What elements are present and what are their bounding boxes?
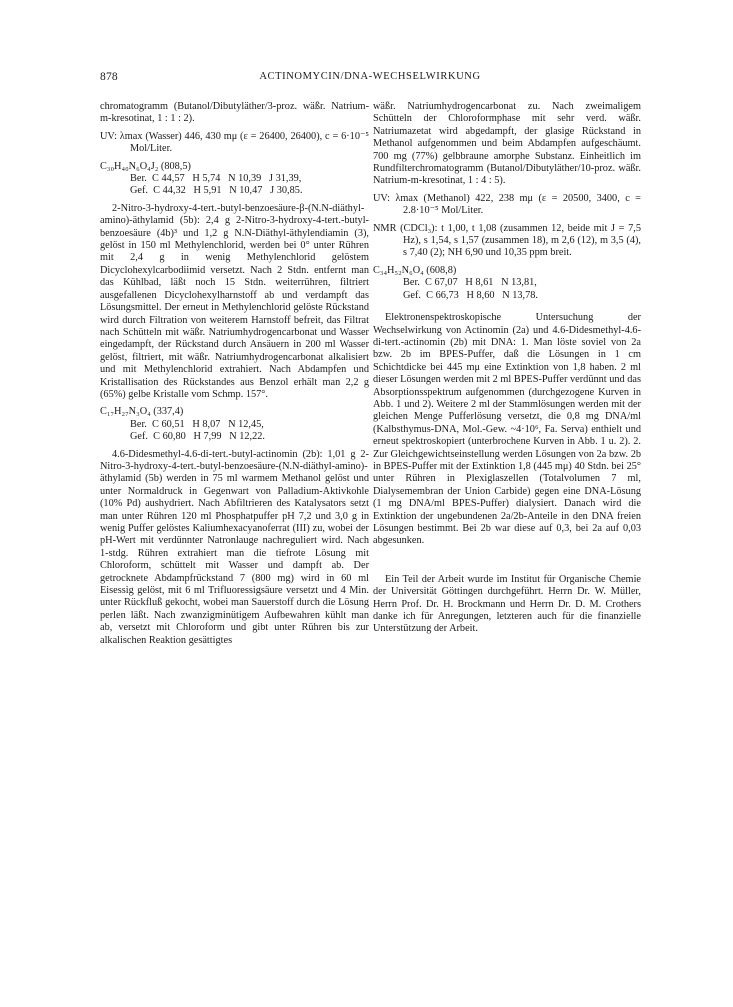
uv-data-methanol: UV: λmax (Methanol) 422, 238 mμ (ε = 20500, 3400, c = 2.8·10⁻⁵ Mol/Liter. bbox=[373, 192, 641, 217]
analysis-found-3: Gef. C 66,73 H 8,60 N 13,78. bbox=[403, 289, 538, 301]
analysis-found-2: Gef. C 60,80 H 7,99 N 12,22. bbox=[130, 431, 265, 443]
nmr-data: NMR (CDCl₃): t 1,00, t 1,08 (zusammen 12, beide mit J = 7,5 Hz), s 1,54, s 1,57 (zusammen 18), m 2,6 (12), m 3,5 (4), s 7,40 (2); NH 6,90 und 10,35 ppm breit. bbox=[373, 222, 641, 259]
running-title: ACTINOMYCIN/DNA-WECHSELWIRKUNG bbox=[259, 71, 481, 82]
uv-data: UV: λmax (Wasser) 446, 430 mμ (ε = 26400, 26400), c = 6·10⁻⁵ Mol/Liter. bbox=[100, 130, 369, 155]
left-column bbox=[100, 101, 369, 647]
paragraph-chromatogram: chromatogramm (Butanol/Dibutyläther/3-proz. wäßr. Natrium-m-kresotinat, 1 : 1 : 2). bbox=[100, 101, 369, 125]
paragraph-workup: wäßr. Natriumhydrogencarbonat zu. Nach zweimaligem Schütteln der Chloroformphase mit sehr verd. wäßr. Natriumazetat wird abgedampft, der glasige Rückstand in Methanol aufgenommen und beim Abdampfen aufgeschäumt. 700 mg (77%) gelbbraune amorphe Substanz. Einheitlich im Rundfilterchromatogramm (Butanol/Dibutyläther/10-proz. wäßr. Natrium-m-kresotinat, 1 : 4 : 5). bbox=[373, 101, 641, 187]
paragraph-synthesis-2b: 4.6-Didesmethyl-4.6-di-tert.-butyl-actinomin (2b): 1,01 g 2-Nitro-3-hydroxy-4-tert.-butyl-benzoesäure-(N.N-diäthyl-amino)-äthylamid (5b) werden in 75 ml warmem Methanol gelöst und unter Normaldruck in Gegenwart von Palladium-Aktivkohle (10% Pd) aushydriert. Nach Abfiltrieren des Katalysators setzt man unter Rühren 120 ml Phosphatpuffer pH 7,2 und 3,0 g in wenig Puffer gelöstes Kaliumhexacyanoferrat (III) zu, wobei der pH-Wert mit verdünnter Natronlauge nachreguliert wird. Nach 1-stdg. Rühren extrahiert man die tiefrote Lösung mit Chloroform, schüttelt mit Wasser und dampft ab. Der getrocknete Abdampfrückstand 7 (800 mg) wird in 60 ml Eisessig gelöst, mit 6 ml Trifluoressigsäure versetzt und 4 Min. unter Rückfluß gekocht, wobei man Sauerstoff durch die Lösung perlen läßt. Nach zwanzigminütigem Aufbewahren kühlt man ab, versetzt mit Chloroform und gibt unter Rühren bis zur alkalischen Reaktion gesättigtes bbox=[100, 448, 369, 646]
formula-2: C₁₇H₂₇N₃O₄ (337,4) bbox=[100, 406, 184, 418]
right-column bbox=[373, 101, 641, 636]
paragraph-spectroscopy: Elektronenspektroskopische Untersuchung der Wechselwirkung von Actinomin (2a) und 4.6-Didesmethyl-4.6-di-tert.-actinomin (2b) mit DNA: 1. Man löste soviel von 2a bzw. 2b im BPES-Puffer, daß die Lösungen in 1 cm Schichtdicke bei 445 mμ eine Extinktion von 1,8 haben. 2 ml dieser Lösungen werden mit 2 ml BPES-Puffer verdünnt und das Absorptionsspektrum aufgenommen (durchgezogene Kurven in Abb. 1 und 2). Weitere 2 ml der Stammlösungen werden mit der gleichen Menge Pufferlösung versetzt, die 0,8 mg DNA/ml (Kalbsthymus-DNA, Mol.-Gew. ~4·10⁶, Fa. Serva) enthielt und erneut spektroskopiert (unterbrochene Kurven in Abb. 1 u. 2). 2. Zur Gleichgewichtseinstellung werden Lösungen von 2a bzw. 2b in BPES-Puffer mit der Extinktion 1,8 (445 mμ) 40 Stdn. bei 25° unter Rühren in Plexiglaszellen (Totalvolumen 7 ml, Dialysemembran der Union Carbide) gegen eine DNA-Lösung (1 mg DNA/ml BPES-Puffer) dialysiert. Danach wird die Extinktion der ungebundenen 2a/2b-Anteile in den DNA freien Lösungen bestimmt. Bei 2b war diese auf 0,3, bei 2a auf 0,03 abgesunken. bbox=[373, 312, 641, 547]
formula-1: C₃₀H₄₀N₆O₄J₂ (808,5) bbox=[100, 160, 191, 172]
paragraph-synthesis-5b: 2-Nitro-3-hydroxy-4-tert.-butyl-benzoesäure-β-(N.N-diäthyl-amino)-äthylamid (5b): 2,4 g 2-Nitro-3-hydroxy-4-tert.-butyl-benzoesäure (4b)³ und 1,2 g N.N-Diäthyl-äthylendiamin (3), gelöst in 150 ml Methylenchlorid, werden bei 0° unter Rühren mit 2,4 g in wenig Methylenchlorid gelöstem Dicyclohexylcarbodiimid versetzt. Nach 2 Stdn. entfernt man das Kühlbad, läßt noch 15 Stdn. weiterrühren, filtriert ausgefallenen Dicyclohexylharnstoff ab und verdampft das Lösungsmittel. Der erneut in Methylenchlorid gelöste Rückstand wird durch Filtration von weiterem Harnstoff befreit, das Filtrat nach Schütteln mit wäßr. Natriumhydrogencarbonat und Wasser eingedampft, der Rückstand durch Ansäuern in 200 ml Wasser gelöst, filtriert, mit wäßr. Natriumhydrogencarbonat alkalisiert und mit Methylenchlorid extrahiert. Nach Abdampfen und Kristallisation des Rückstandes aus Benzol erhält man 2,2 g (65%) gelbe Kristalle vom Schmp. 157°. bbox=[100, 202, 369, 400]
analysis-found-1: Gef. C 44,32 H 5,91 N 10,47 J 30,85. bbox=[130, 185, 303, 197]
page-number: 878 bbox=[100, 71, 118, 83]
analysis-calculated-1: Ber. C 44,57 H 5,74 N 10,39 J 31,39, bbox=[130, 173, 302, 185]
formula-3: C₃₄H₅₂N₆O₄ (608,8) bbox=[373, 264, 457, 276]
analysis-calculated-3: Ber. C 67,07 H 8,61 N 13,81, bbox=[403, 277, 537, 289]
page-header bbox=[100, 71, 640, 87]
analysis-calculated-2: Ber. C 60,51 H 8,07 N 12,45, bbox=[130, 418, 264, 430]
paragraph-acknowledgements: Ein Teil der Arbeit wurde im Institut für Organische Chemie der Universität Göttingen durchgeführt. Herrn Dr. W. Müller, Herrn Prof. Dr. H. Brockmann und Herrn Dr. D. M. Crothers danke ich für Anregungen, letzteren auch für die finanzielle Unterstützung der Arbeit. bbox=[373, 573, 641, 635]
